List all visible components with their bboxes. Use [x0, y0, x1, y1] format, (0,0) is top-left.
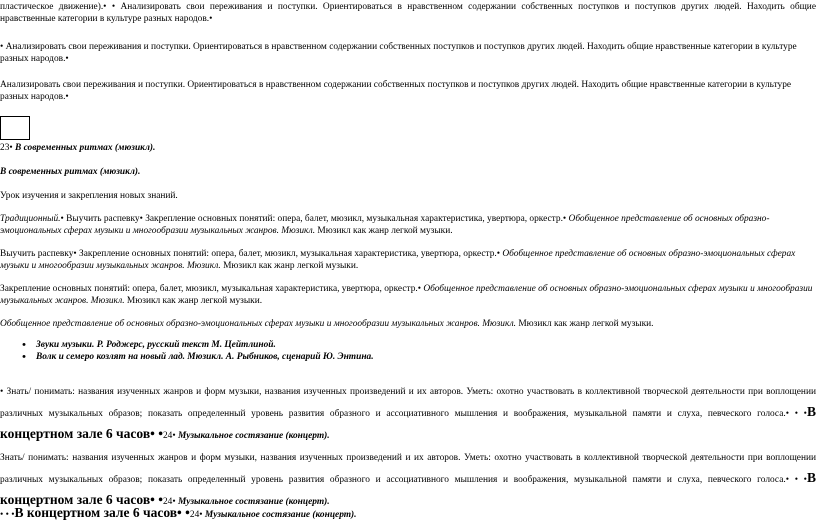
paragraph-3-text: Анализировать свои переживания и поступки. Ориентироваться в нравственном содержании собственных поступков и поступков других людей. Находить общие нравственные категории в культуре разных народов.• [0, 80, 792, 102]
znat2-text: Знать/ понимать: названия изученных жанров и форм музыки, названия изученных произведений и их авторов. Уметь: охотно участвовать в коллективной творческой деятельности при воплощении различных музыкальных образов; показать определенный уровень развития образного и ассоциативного мышления и воображения, музыкальной памяти и слуха, певческого голоса. [0, 453, 816, 485]
paragraph-vyuchit [0, 248, 816, 272]
traditional-text: • Выучить распевку• Закрепление основных понятий: опера, балет, мюзикл, музыкальная характеристика, увертюра, оркестр.• [60, 214, 567, 224]
znat2-dots: • • • [785, 475, 807, 485]
obob-tail: Мюзикл как жанр легкой музыки. [518, 319, 654, 329]
traditional-tail: Мюзикл как жанр легкой музыки. [317, 226, 453, 236]
vyuchit-text: Выучить распевку• Закрепление основных понятий: опера, балет, мюзикл, музыкальная характеристика, увертюра, оркестр.• [0, 249, 501, 259]
zakrep-italic: Обобщенное представление об основных образно-эмоциональных сферах музыки и многообразии музыкальных жанров. Мюзикл. [0, 284, 813, 306]
zakrep-text: Закрепление основных понятий: опера, балет, мюзикл, музыкальная характеристика, увертюра, оркестр.• [0, 284, 422, 294]
paragraph-3 [0, 79, 816, 103]
znat-number: 24• [162, 431, 176, 441]
last-line [0, 504, 816, 524]
lesson-title-2-text: В современных ритмах (мюзикл). [0, 167, 141, 177]
paragraph-znat [0, 382, 816, 446]
lesson-title-2 [0, 166, 816, 178]
paragraph-2-text: • Анализировать свои переживания и поступки. Ориентироваться в нравственном содержании собственных поступков и поступков других людей. Находить общие нравственные категории в культуре разных народов.• [0, 42, 797, 64]
zakrep-tail: Мюзикл как жанр легкой музыки. [126, 296, 263, 306]
paragraph-2 [0, 41, 816, 65]
traditional-italic: Обобщенное представление об основных образно-эмоциональных сферах музыки и многообразии музыкальных жанров. Мюзикл. [0, 214, 770, 236]
paragraph-1-text: пластическое движение).• • Анализировать свои переживания и поступки. Ориентироваться в нравственном содержании собственных поступков и поступков других людей. Находить общие нравственные категории в культуре разных народов.• [0, 2, 816, 24]
last-dots: • • • [0, 510, 15, 520]
list-item: • Волк и семеро козлят на новый лад. Мюзикл. А. Рыбников, сценарий Ю. Энтина. [36, 351, 816, 363]
concert-hall-heading-2: В концертном зале 6 часов• • [0, 470, 816, 507]
znat2-item: Музыкальное состязание (концерт). [177, 497, 330, 507]
lesson-type [0, 190, 816, 202]
last-item: Музыкальное состязание (концерт). [204, 510, 357, 520]
concert-hall-heading-3: В концертном зале 6 часов• • [14, 505, 190, 520]
znat-lead: • [0, 387, 7, 397]
repertoire-list [0, 339, 816, 363]
last-number: 24• [189, 510, 203, 520]
znat-dots: • • • [785, 409, 807, 419]
lesson-title: В современных ритмах (мюзикл). [15, 143, 156, 153]
traditional-label: Традиционный. [0, 214, 61, 224]
vyuchit-tail: Мюзикл как жанр легкой музыки. [223, 261, 359, 271]
paragraph-1 [0, 1, 816, 25]
paragraph-traditional [0, 213, 816, 237]
lesson-type-text: Урок изучения и закрепления новых знаний. [0, 191, 178, 201]
concert-hall-heading: В концертном зале 6 часов• • [0, 404, 816, 441]
paragraph-zakrep [0, 283, 816, 307]
znat2-number: 24• [162, 497, 176, 507]
vyuchit-italic: Обобщенное представление об основных образно-эмоциональных сферах музыки и многообразии музыкальных жанров. Мюзикл. [0, 249, 796, 271]
list-item: • Звуки музыки. Р. Роджерс, русский текст М. Цейтлиной. [36, 339, 816, 351]
paragraph-obobshchennoe [0, 318, 816, 330]
znat-text: Знать/ понимать: названия изученных жанров и форм музыки, названия изученных произведений и их авторов. Уметь: охотно участвовать в коллективной творческой деятельности при воплощении различных музыкальных образов; показать определенный уровень развития образного и ассоциативного мышления и воображения, музыкальной памяти и слуха, певческого голоса. [0, 387, 816, 419]
paragraph-znat-2 [0, 448, 816, 512]
znat-item: Музыкальное состязание (концерт). [177, 431, 330, 441]
obob-italic: Обобщенное представление об основных образно-эмоциональных сферах музыки и многообразии музыкальных жанров. Мюзикл. [0, 319, 516, 329]
lesson-23-heading [0, 142, 816, 154]
lesson-number: 23• [0, 143, 13, 153]
empty-box [0, 116, 30, 140]
